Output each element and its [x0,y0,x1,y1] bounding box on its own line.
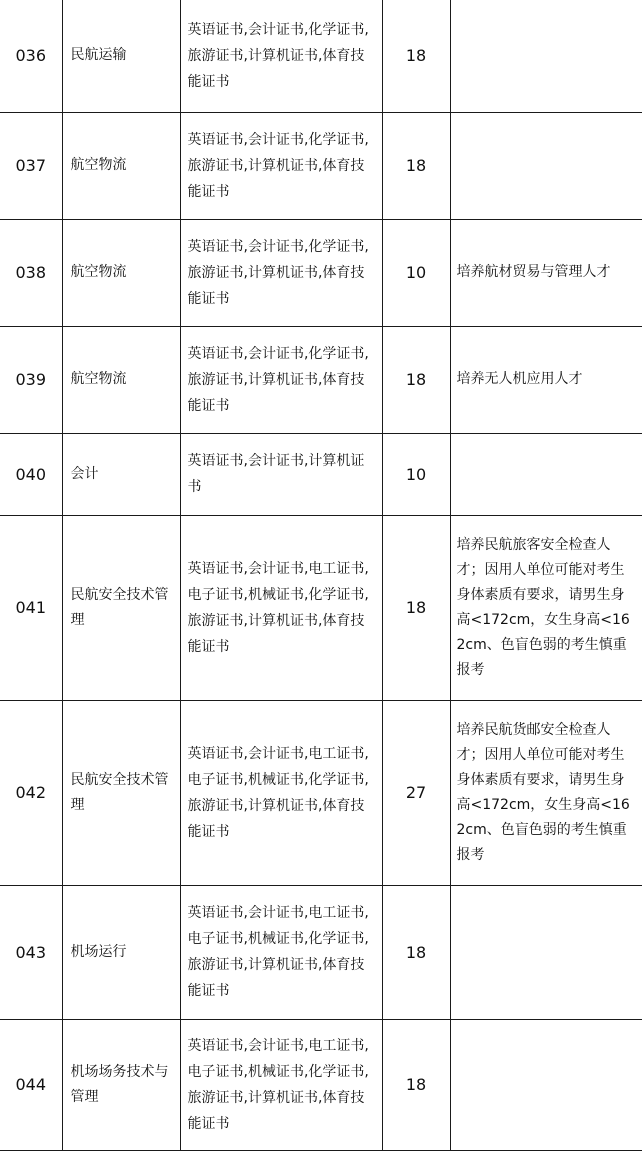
major-code: 040 [0,433,62,515]
major-code: 041 [0,515,62,700]
certificates: 英语证书,会计证书,化学证书,旅游证书,计算机证书,体育技能证书 [180,219,382,326]
remarks [450,1019,642,1150]
certificates: 英语证书,会计证书,电工证书,电子证书,机械证书,化学证书,旅游证书,计算机证书,体育技能证书 [180,1019,382,1150]
major-code: 042 [0,700,62,885]
enroll-count: 18 [382,515,450,700]
table-row [0,219,642,326]
enroll-count: 27 [382,700,450,885]
major-name: 机场场务技术与管理 [62,1019,180,1150]
certificates: 英语证书,会计证书,化学证书,旅游证书,计算机证书,体育技能证书 [180,0,382,112]
major-code: 043 [0,885,62,1019]
major-code: 039 [0,326,62,433]
enroll-count: 10 [382,433,450,515]
major-code: 044 [0,1019,62,1150]
table-row [0,700,642,885]
certificates: 英语证书,会计证书,化学证书,旅游证书,计算机证书,体育技能证书 [180,112,382,219]
certificates: 英语证书,会计证书,化学证书,旅游证书,计算机证书,体育技能证书 [180,326,382,433]
major-name: 会计 [62,433,180,515]
major-name: 民航安全技术管理 [62,515,180,700]
remarks: 培养无人机应用人才 [450,326,642,433]
remarks [450,112,642,219]
remarks [450,433,642,515]
remarks [450,0,642,112]
certificates: 英语证书,会计证书,计算机证书 [180,433,382,515]
enroll-count: 18 [382,112,450,219]
remarks: 培养航材贸易与管理人才 [450,219,642,326]
major-name: 机场运行 [62,885,180,1019]
enroll-count: 18 [382,0,450,112]
major-name: 民航运输 [62,0,180,112]
table-row [0,326,642,433]
major-name: 航空物流 [62,112,180,219]
remarks: 培养民航旅客安全检查人才；因用人单位可能对考生身体素质有要求，请男生身高<172cm，女生身高<162cm、色盲色弱的考生慎重报考 [450,515,642,700]
enroll-count: 18 [382,885,450,1019]
enroll-count: 10 [382,219,450,326]
table-row [0,1019,642,1150]
major-code: 036 [0,0,62,112]
major-code: 038 [0,219,62,326]
table-row [0,0,642,112]
remarks: 培养民航货邮安全检查人才；因用人单位可能对考生身体素质有要求，请男生身高<172cm，女生身高<162cm、色盲色弱的考生慎重报考 [450,700,642,885]
major-name: 航空物流 [62,326,180,433]
table-row [0,515,642,700]
certificates: 英语证书,会计证书,电工证书,电子证书,机械证书,化学证书,旅游证书,计算机证书,体育技能证书 [180,700,382,885]
major-code: 037 [0,112,62,219]
enroll-count: 18 [382,326,450,433]
table-row [0,433,642,515]
major-name: 航空物流 [62,219,180,326]
remarks [450,885,642,1019]
major-name: 民航安全技术管理 [62,700,180,885]
table-row [0,885,642,1019]
enroll-count: 18 [382,1019,450,1150]
table-row [0,112,642,219]
certificates: 英语证书,会计证书,电工证书,电子证书,机械证书,化学证书,旅游证书,计算机证书,体育技能证书 [180,885,382,1019]
certificates: 英语证书,会计证书,电工证书,电子证书,机械证书,化学证书,旅游证书,计算机证书,体育技能证书 [180,515,382,700]
